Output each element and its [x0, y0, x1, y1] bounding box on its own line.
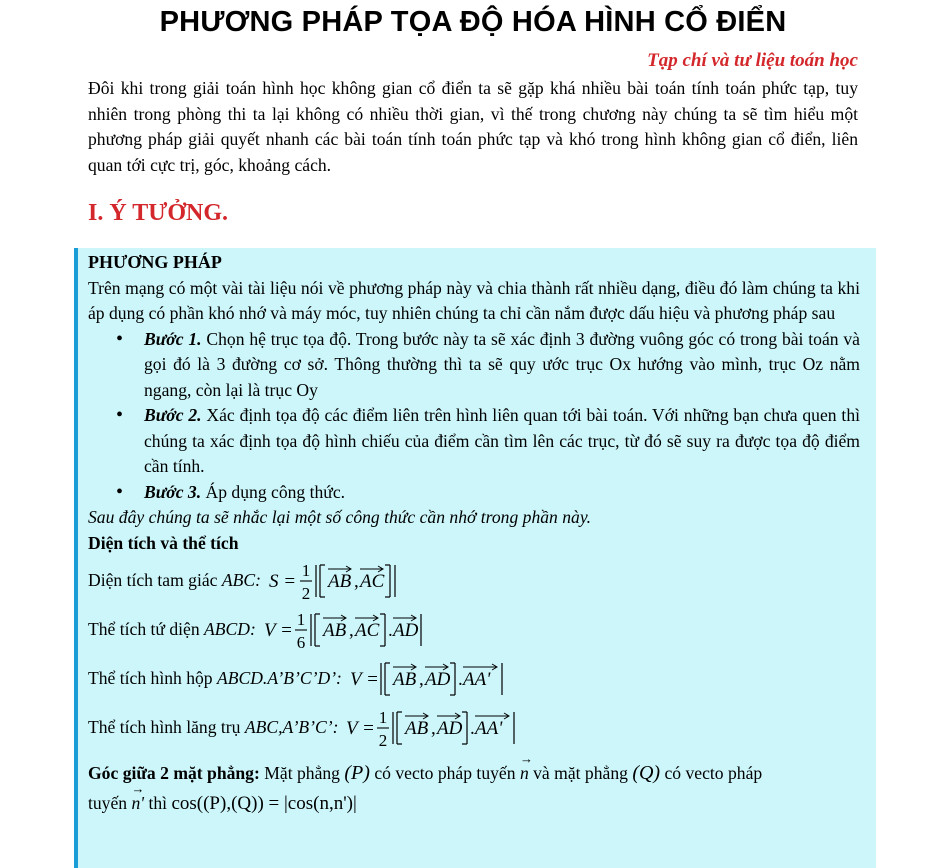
- sub-heading: Diện tích và thể tích: [88, 532, 239, 553]
- intro-paragraph: Đôi khi trong giải toán hình học không gian cổ điển ta sẽ gặp khá nhiều bài toán tính toán phức tạp, tuy nhiên trong phòng thi ta lại không có nhiều thời gian, vì thế trong chương này chúng ta sẽ tìm hiểu một phương pháp giải quyết nhanh các bài toán tính toán phức tạp và khó trong hình không gian cổ điển, liên quan tới cực trị, góc, khoảng cách.: [88, 78, 858, 175]
- svg-text:V =: V =: [263, 619, 293, 641]
- formula-row: Thể tích tứ diện ABCD: V = 1 6 AB , AC . AD: [88, 605, 860, 654]
- svg-text:AC: AC: [354, 619, 380, 641]
- svg-text:,: ,: [431, 717, 437, 739]
- svg-text:1: 1: [379, 707, 388, 727]
- svg-text:1: 1: [296, 609, 306, 629]
- formula-row: Thể tích hình hộp ABCD.A’B’C’D’: V = AB , AD . AA': [88, 654, 860, 703]
- method-paragraph: Trên mạng có một vài tài liệu nói về phương pháp này và chia thành rất nhiều dạng, điều đó làm chúng ta khi áp dụng có phần khó nhớ và máy móc, tuy nhiên chúng ta chỉ cần nắm được dấu hiệu và phương pháp sau: [88, 277, 860, 323]
- step-item: • Bước 2. Xác định tọa độ các điểm liên trên hình liên quan tới bài toán. Với những bạn chưa quen thì chúng ta xác định tọa độ hình chiếu của điểm cần tìm lên các trục, từ đó sẽ suy ra được tọa độ điểm cần tính.: [144, 403, 860, 480]
- svg-text:S =: S =: [268, 570, 297, 592]
- svg-text:AC: AC: [359, 570, 385, 592]
- svg-text:AD: AD: [424, 668, 451, 690]
- document-title: PHƯƠNG PHÁP TỌA ĐỘ HÓA HÌNH CỔ ĐIỂN: [159, 6, 787, 38]
- svg-text:AB: AB: [405, 717, 429, 739]
- formula-math: [262, 606, 425, 654]
- svg-text:.: .: [457, 668, 463, 690]
- cos-formula: cos((P),(Q)) = |cos(n,n')|: [171, 793, 357, 814]
- formula-math: [267, 557, 399, 605]
- method-box: [74, 248, 876, 868]
- svg-text:AB: AB: [322, 619, 347, 641]
- svg-text:V =: V =: [349, 668, 379, 690]
- svg-text:1: 1: [301, 560, 311, 580]
- svg-text:2: 2: [301, 583, 311, 603]
- step-item: • Bước 1. Chọn hệ trục tọa độ. Trong bước này ta sẽ xác định 3 đường vuông góc có trong bài toán và gọi đó là 3 đường cơ sở. Thông thường thì ta sẽ quy ước trục Ox hướng vào mình, trục Oz nằm ngang, còn lại là trục Oy: [144, 327, 860, 404]
- svg-text:AD: AD: [392, 619, 419, 641]
- svg-text:AB: AB: [327, 570, 352, 592]
- svg-text:,: ,: [418, 668, 424, 690]
- angle-paragraph: Góc giữa 2 mặt phẳng: Mặt phẳng (P) có vecto pháp tuyến → n và mặt phẳng (Q) có vecto pháp tuyến → n' thì cos((P),(Q)) = |cos(n,n')|: [88, 758, 860, 819]
- formula-math: [348, 655, 506, 703]
- plane-p: (P): [344, 762, 370, 784]
- svg-text:AA': AA': [475, 717, 503, 739]
- svg-text:,: ,: [353, 570, 359, 592]
- svg-text:6: 6: [296, 632, 306, 652]
- step-list: [88, 327, 860, 506]
- svg-text:,: ,: [348, 619, 354, 641]
- formula-list: [88, 556, 860, 752]
- formula-row: Diện tích tam giác ABC: S = 1 2 AB , AC: [88, 556, 860, 605]
- italic-note: Sau đây chúng ta sẽ nhắc lại một số công thức cần nhớ trong phần này.: [88, 507, 592, 527]
- normal-vector-n: → n: [519, 751, 533, 783]
- svg-text:AB: AB: [392, 668, 417, 690]
- formula-math: [344, 704, 518, 752]
- svg-text:.: .: [470, 717, 476, 739]
- svg-text:.: .: [387, 619, 393, 641]
- svg-text:2: 2: [379, 730, 388, 750]
- plane-q: (Q): [632, 762, 661, 784]
- section-heading: I. Ý TƯỞNG.: [88, 200, 229, 226]
- svg-text:V =: V =: [346, 717, 376, 739]
- step-item: • Bước 3. Áp dụng công thức.: [144, 480, 860, 506]
- normal-vector-n-prime: → n': [131, 781, 145, 813]
- method-heading: PHƯƠNG PHÁP: [88, 252, 222, 272]
- formula-row: Thể tích hình lăng trụ ABC,A’B’C’: V = 1 2 AB , AD . AA': [88, 703, 860, 752]
- svg-text:AD: AD: [437, 717, 463, 739]
- document-subtitle: Tạp chí và tư liệu toán học: [647, 50, 858, 71]
- svg-text:AA': AA': [462, 668, 491, 690]
